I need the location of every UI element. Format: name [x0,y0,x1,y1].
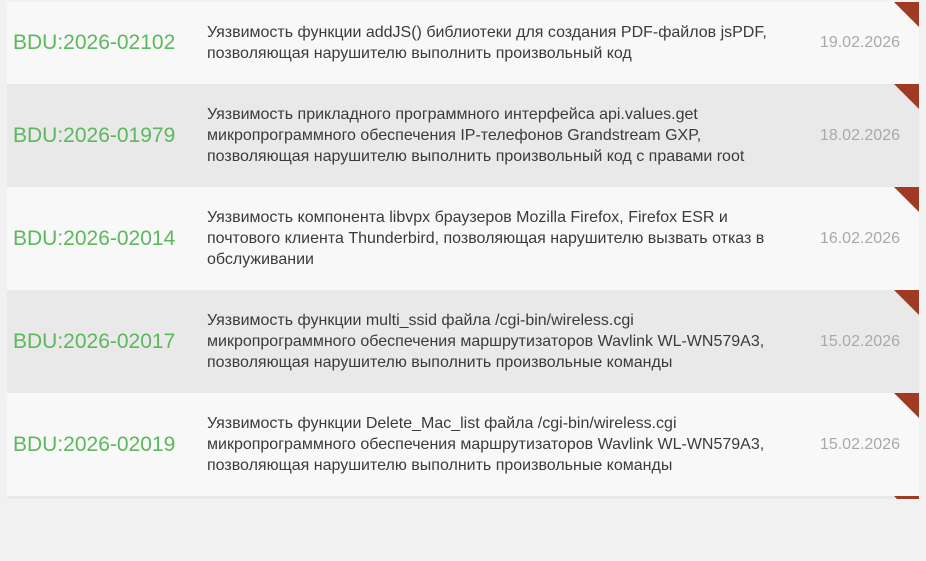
corner-fold-icon [894,393,919,418]
vulnerability-id-link[interactable]: BDU:2026-02019 [13,432,176,456]
vulnerability-description: Уязвимость функции multi_ssid файла /cgi-bin/wireless.cgi микропрограммного обеспечения маршрутизаторов Wavlink WL-WN579A3, позволяющая нарушителю выполнить произвольные команды [207,312,765,371]
table-row[interactable] [7,187,919,290]
corner-fold-icon [894,290,919,315]
corner-fold-icon [894,187,919,212]
vulnerability-date: 16.02.2026 [819,229,900,247]
vulnerability-list [7,2,919,499]
vulnerability-date: 15.02.2026 [819,332,900,350]
vulnerability-id-link[interactable]: BDU:2026-02014 [13,226,176,250]
vulnerability-id-link[interactable]: BDU:2026-01979 [13,123,176,147]
vulnerability-date: 15.02.2026 [819,435,900,453]
vulnerability-id-link[interactable]: BDU:2026-02102 [13,31,176,54]
table-row[interactable] [7,2,919,84]
table-row[interactable] [7,84,919,187]
table-row[interactable] [7,290,919,393]
vulnerability-id-link[interactable]: BDU:2026-02017 [13,329,176,353]
vulnerability-date: 19.02.2026 [819,34,900,51]
vulnerability-description: Уязвимость компонента libvpx браузеров Mozilla Firefox, Firefox ESR и почтового клиента Thunderbird, позволяющая нарушителю вызвать отказ в обслуживании [207,209,765,268]
table-row[interactable] [7,393,919,496]
corner-fold-icon [894,84,919,109]
vulnerability-description: Уязвимость прикладного программного интерфейса api.values.get микропрограммного обеспечения IP-телефонов Grandstream GXP, позволяющая нарушителю выполнить произвольный код с правами root [207,106,745,165]
corner-fold-icon [894,496,919,499]
table-row-next-partial[interactable] [7,496,919,499]
vulnerability-description: Уязвимость функции Delete_Mac_list файла /cgi-bin/wireless.cgi микропрограммного обеспечения маршрутизаторов Wavlink WL-WN579A3, позволяющая нарушителю выполнить произвольные команды [207,415,765,474]
vulnerability-date: 18.02.2026 [819,126,900,144]
vulnerability-description: Уязвимость функции addJS() библиотеки для создания PDF-файлов jsPDF, позволяющая нарушителю выполнить произвольный код [207,24,767,62]
corner-fold-icon [894,2,919,27]
